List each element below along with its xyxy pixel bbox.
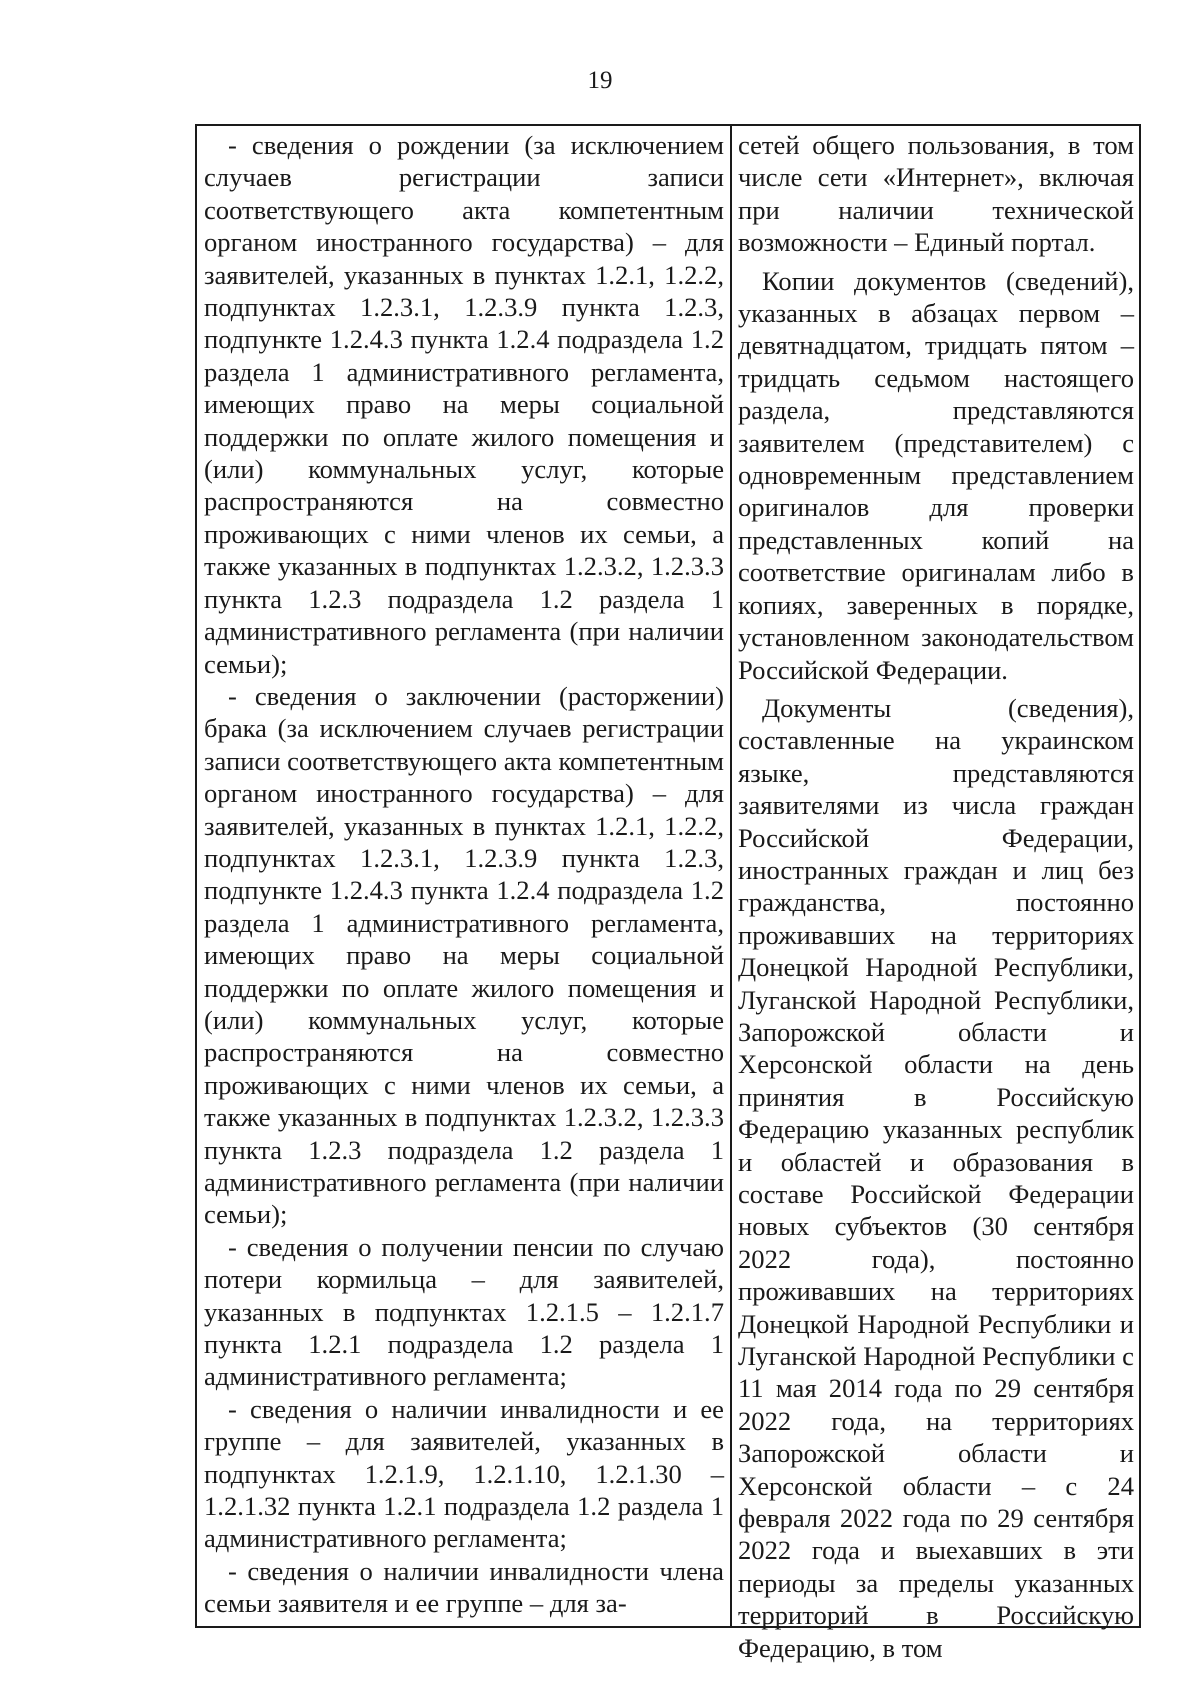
right-paragraph-networks: сетей общего пользования, в том числе сети «Интернет», включая при наличии технической возможности – Единый портал. — [738, 130, 1134, 258]
left-paragraph-birth: - сведения о рождении (за исключением случаев регистрации записи соответствующего акта компетентным органом иностранного государства) – для заявителей, указанных в пунктах 1.2.1, 1.2.2, подпунктах 1.2.3.1, 1.2.3.9 пункта 1.2.3, подпункте 1.2.4.3 пункта 1.2.4 подраздела 1.2 раздела 1 административного регламента, имеющих право на меры социальной поддержки по оплате жилого помещения и (или) коммунальных услуг, которые распространяются на совместно проживающих с ними членов их семьи, а также указанных в подпунктах 1.2.3.2, 1.2.3.3 пункта 1.2.3 подраздела 1.2 раздела 1 административного регламента (при наличии семьи); — [204, 130, 724, 679]
left-paragraph-pension: - сведения о получении пенсии по случаю потери кормильца – для заявителей, указанных в подпунктах 1.2.1.5 – 1.2.1.7 пункта 1.2.1 подраздела 1.2 раздела 1 административного регламента; — [204, 1231, 724, 1392]
document-table — [195, 124, 1141, 1663]
left-column — [197, 126, 732, 1626]
left-paragraph-marriage: - сведения о заключении (расторжении) брака (за исключением случаев регистрации записи соответствующего акта компетентным органом иностранного государства) – для заявителей, указанных в пунктах 1.2.1, 1.2.2, подпунктах 1.2.3.1, 1.2.3.9 пункта 1.2.3, подпункте 1.2.4.3 пункта 1.2.4 подраздела 1.2 раздела 1 административного регламента, имеющих право на меры социальной поддержки по оплате жилого помещения и (или) коммунальных услуг, которые распространяются на совместно проживающих с ними членов их семьи, а также указанных в подпунктах 1.2.3.2, 1.2.3.3 пункта 1.2.3 подраздела 1.2 раздела 1 административного регламента (при наличии семьи); — [204, 680, 724, 1230]
page-number: 19 — [587, 67, 613, 94]
right-column — [732, 126, 1139, 1663]
right-paragraph-ukrainian-documents: Документы (сведения), составленные на украинском языке, представляются заявителями из числа граждан Российской Федерации, иностранных граждан и лиц без гражданства, постоянно проживавших на территориях Донецкой Народной Республики, Луганской Народной Республики, Запорожской области и Херсонской области на день принятия в Российскую Федерацию указанных республик и областей и образования в составе Российской Федерации новых субъектов (30 сентября 2022 года), постоянно проживавших на территориях Донецкой Народной Республики и Луганской Народной Республики с 11 мая 2014 года по 29 сентября 2022 года, на территориях Запорожской области и Херсонской области – с 24 февраля 2022 года по 29 сентября 2022 года и выехавших в эти периоды за пределы указанных территорий в Российскую Федерацию, в том — [738, 692, 1134, 1663]
right-paragraph-copies: Копии документов (сведений), указанных в абзацах первом – девятнадцатом, тридцать пятом – тридцать седьмом настоящего раздела, представляются заявителем (представителем) с одновременным представлением оригиналов для проверки представленных копий на соответствие оригиналам либо в копиях, заверенных в порядке, установленном законодательством Российской Федерации. — [738, 265, 1134, 685]
left-paragraph-disability: - сведения о наличии инвалидности и ее группе – для заявителей, указанных в подпунктах 1.2.1.9, 1.2.1.10, 1.2.1.30 – 1.2.1.32 пункта 1.2.1 подраздела 1.2 раздела 1 административного регламента; — [204, 1393, 724, 1554]
left-paragraph-family-disability: - сведения о наличии инвалидности члена семьи заявителя и ее группе – для за- — [204, 1555, 724, 1619]
